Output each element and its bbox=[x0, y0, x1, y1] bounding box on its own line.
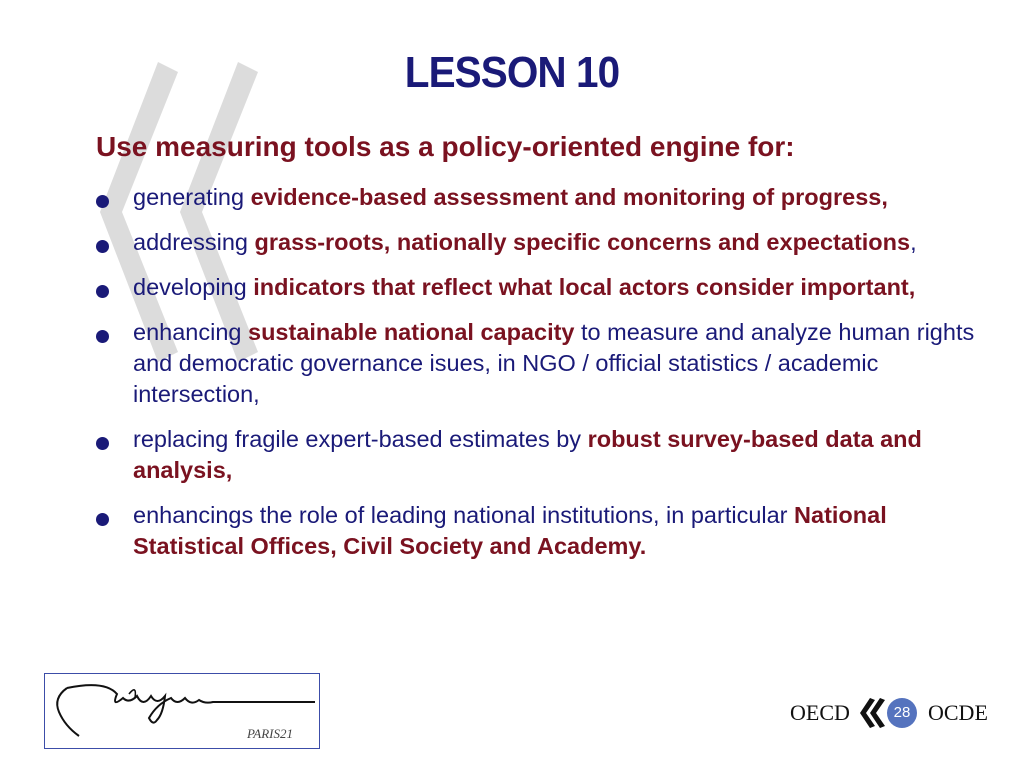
round-bullet-icon bbox=[96, 285, 109, 298]
bullet-emphasis: National Statistical Offices, Civil Society and Academy. bbox=[133, 502, 887, 559]
metagora-logo bbox=[44, 673, 320, 749]
bullet-text: replacing fragile expert-based estimates by bbox=[133, 426, 588, 452]
slide-title: LESSON 10 bbox=[404, 48, 620, 97]
svg-text:PARIS21: PARIS21 bbox=[247, 726, 293, 741]
page-number-badge: 28 bbox=[887, 698, 917, 728]
bullet-list bbox=[96, 182, 976, 576]
bullet-emphasis: sustainable national capacity bbox=[248, 319, 575, 345]
bullet-emphasis: evidence-based assessment and monitoring of progress, bbox=[250, 184, 888, 210]
bullet-item bbox=[96, 424, 976, 486]
round-bullet-icon bbox=[96, 437, 109, 450]
round-bullet-icon bbox=[96, 330, 109, 343]
bullet-emphasis: grass-roots, nationally specific concerns and expectations bbox=[254, 229, 911, 255]
bullet-text: addressing bbox=[133, 229, 255, 255]
ocde-label: OCDE bbox=[928, 700, 988, 725]
bullet-item bbox=[96, 182, 976, 213]
bullet-text: developing bbox=[133, 274, 254, 300]
bullet-item bbox=[96, 500, 976, 562]
bullet-text: enhancings the role of leading national institutions, in particular bbox=[133, 502, 795, 528]
bullet-text: , bbox=[910, 229, 917, 255]
bullet-item bbox=[96, 317, 976, 410]
round-bullet-icon bbox=[96, 195, 109, 208]
bullet-text: generating bbox=[133, 184, 251, 210]
signature-graphic bbox=[45, 674, 319, 748]
slide-subtitle: Use measuring tools as a policy-oriented engine for: bbox=[96, 131, 795, 162]
round-bullet-icon bbox=[96, 513, 109, 526]
bullet-emphasis: robust survey-based data and analysis, bbox=[133, 426, 922, 483]
bullet-item bbox=[96, 227, 976, 258]
bullet-emphasis: indicators that reflect what local actors consider important, bbox=[253, 274, 916, 300]
bullet-text: to measure and analyze human rights and democratic governance isues, in NGO / official statistics / academic intersection, bbox=[133, 319, 975, 407]
oecd-label: OECD bbox=[790, 700, 850, 725]
bullet-text: enhancing bbox=[133, 319, 248, 345]
round-bullet-icon bbox=[96, 240, 109, 253]
bullet-item bbox=[96, 272, 976, 303]
